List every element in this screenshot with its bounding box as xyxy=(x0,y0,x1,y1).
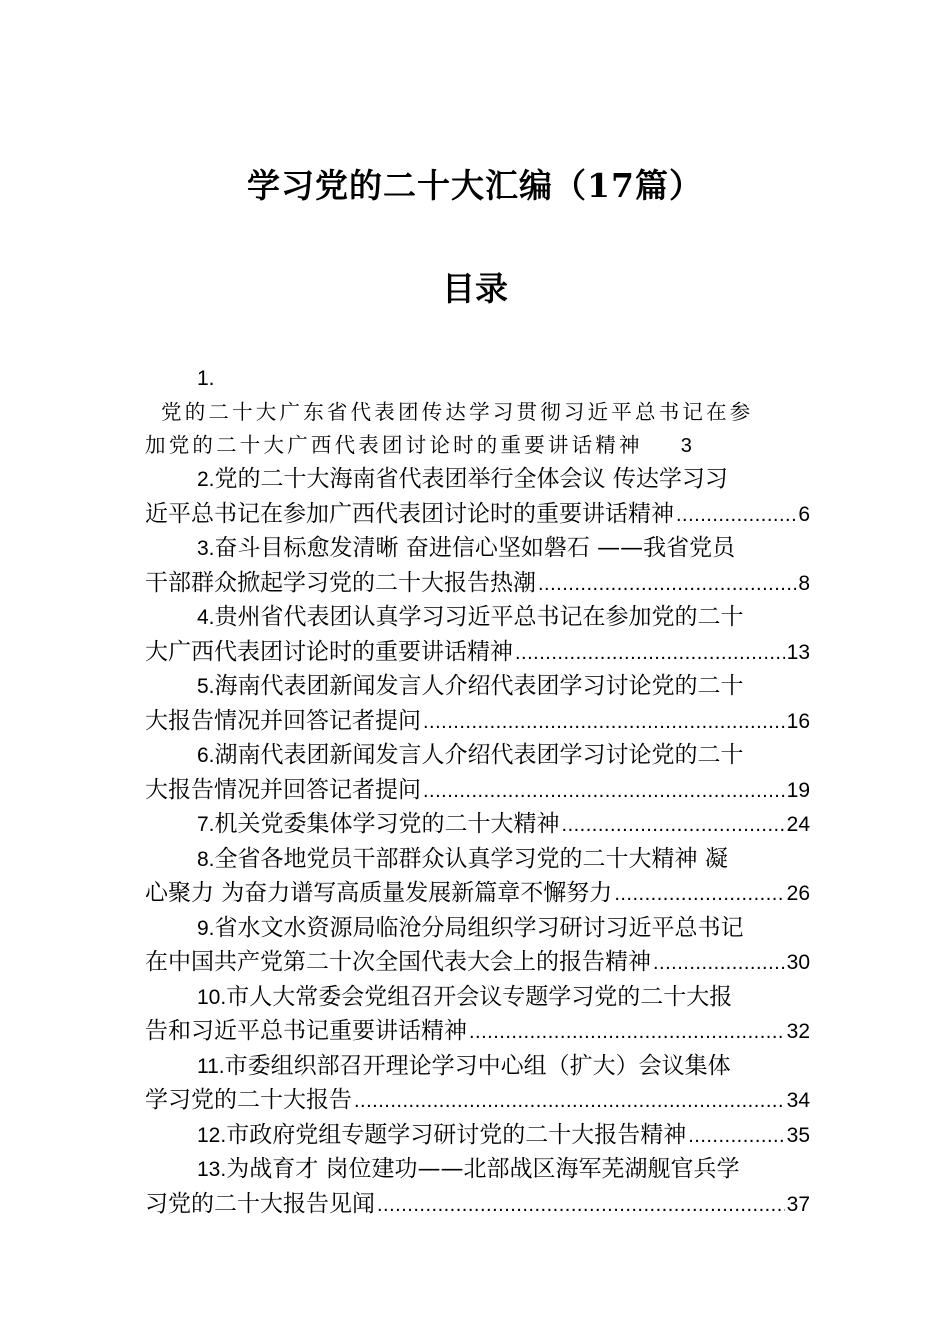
toc-entry-number: 2. xyxy=(197,468,215,491)
toc-leader-dots xyxy=(377,1188,785,1223)
toc-entry-page: 37 xyxy=(786,1192,810,1216)
toc-entry-text: 海南代表团新闻发言人介绍代表团学习讨论党的二十 xyxy=(214,673,744,699)
toc-entry-text: 奋斗目标愈发清晰 奋进信心坚如磐石 ——我省党员 xyxy=(214,535,736,561)
toc-entry-text: 市人大常委会党组召开会议专题学习党的二十大报 xyxy=(226,983,733,1010)
toc-entry-text: 湖南代表团新闻发言人介绍代表团学习讨论党的二十 xyxy=(214,742,744,768)
toc-entry-text: 省水文水资源局临沧分局组织学习研讨习近平总书记 xyxy=(214,914,744,941)
toc-leader-dots xyxy=(653,946,785,981)
toc-entry-page: 6 xyxy=(798,502,810,526)
toc-entry-text: 加党的二十大广西代表团讨论时的重要讲话精神 xyxy=(145,433,643,457)
toc-entry-text: 全省各地党员干部群众认真学习党的二十大精神 凝 xyxy=(214,845,728,872)
toc-entry-text: 机关党委集体学习党的二十大精神 xyxy=(214,811,560,837)
toc-entry[interactable] xyxy=(145,462,810,531)
toc-entry-number: 5. xyxy=(197,675,215,698)
toc-entry[interactable] xyxy=(145,600,810,669)
toc-leader-dots xyxy=(676,498,796,533)
toc-entry[interactable] xyxy=(145,1152,810,1221)
toc-leader-dots xyxy=(354,1084,785,1119)
toc-entry-text: 党的二十大广东省代表团传达学习贯彻习近平总书记在参 xyxy=(161,400,754,424)
toc-entry-text-last xyxy=(145,429,810,462)
toc-leader-dots xyxy=(688,1119,784,1154)
toc-entry[interactable] xyxy=(145,911,810,980)
toc-entry[interactable] xyxy=(145,807,810,842)
toc-entry-number: 9. xyxy=(197,916,215,940)
toc-entry-number: 8. xyxy=(197,847,215,871)
toc-entry-page: 13 xyxy=(786,640,810,664)
toc-leader-dots xyxy=(562,808,785,843)
toc-entry-text: 在中国共产党第二十次全国代表大会上的报告精神 xyxy=(145,949,651,975)
toc-entry[interactable] xyxy=(145,1118,810,1153)
toc-entry[interactable] xyxy=(145,738,810,807)
toc-entry-text: 为战育才 岗位建功——北部战区海军芜湖舰官兵学 xyxy=(226,1156,740,1182)
document-title: 学习党的二十大汇编（17篇） xyxy=(247,166,703,205)
toc-leader-dots xyxy=(469,1015,785,1050)
toc-entry[interactable] xyxy=(145,1049,810,1118)
toc-entry-text: 市政府党组专题学习研讨党的二十大报告精神 xyxy=(226,1121,687,1148)
toc-entry-text: 大广西代表团讨论时的重要讲话精神 xyxy=(145,638,513,665)
toc-entry-page: 34 xyxy=(786,1089,810,1112)
table-of-contents xyxy=(145,362,810,1221)
toc-entry-text: 学习党的二十大报告 xyxy=(145,1087,352,1113)
toc-entry-text: 习党的二十大报告见闻 xyxy=(145,1190,375,1217)
toc-entry[interactable] xyxy=(145,842,810,911)
toc-entry-page: 24 xyxy=(786,813,810,836)
toc-entry-number: 11. xyxy=(197,1054,225,1078)
toc-entry-number: 4. xyxy=(197,606,215,629)
toc-leader-dots xyxy=(538,567,796,602)
toc-entry-text: 市委组织部召开理论学习中心组（扩大）会议集体 xyxy=(224,1052,731,1079)
toc-entry-number: 13. xyxy=(197,1158,227,1181)
toc-entry-number: 7. xyxy=(197,813,215,836)
toc-entry-text: 贵州省代表团认真学习习近平总书记在参加党的二十 xyxy=(214,604,744,630)
toc-entry-number: 3. xyxy=(197,537,215,560)
toc-entry-number: 1. xyxy=(197,367,215,390)
toc-entry-number: 10. xyxy=(197,985,227,1009)
toc-entry-page: 19 xyxy=(786,778,810,802)
toc-heading: 目录 xyxy=(442,269,508,308)
toc-entry-number: 12. xyxy=(197,1123,227,1147)
toc-entry[interactable] xyxy=(145,980,810,1049)
toc-entry-text: 大报告情况并回答记者提问 xyxy=(145,776,421,803)
toc-entry-text: 干部群众掀起学习党的二十大报告热潮 xyxy=(145,569,536,596)
toc-entry-page: 30 xyxy=(786,951,810,974)
toc-entry-page: 8 xyxy=(798,571,810,595)
toc-entry-page: 26 xyxy=(786,882,810,905)
toc-entry[interactable] xyxy=(145,531,810,600)
toc-entry-text: 党的二十大海南省代表团举行全体会议 传达学习习 xyxy=(214,466,728,492)
toc-entry-text: 大报告情况并回答记者提问 xyxy=(145,707,421,734)
toc-entry-text: 近平总书记在参加广西代表团讨论时的重要讲话精神 xyxy=(145,500,674,527)
toc-entry-text: 心聚力 为奋力谱写高质量发展新篇章不懈努力 xyxy=(145,880,613,906)
toc-entry[interactable] xyxy=(145,669,810,738)
toc-entry-page: 16 xyxy=(786,709,810,733)
toc-entry-page: 35 xyxy=(786,1123,810,1147)
toc-entry-text: 告和习近平总书记重要讲话精神 xyxy=(145,1018,467,1044)
toc-entry[interactable] xyxy=(145,362,810,462)
toc-leader-dots xyxy=(614,877,784,912)
toc-entry-number: 6. xyxy=(197,744,215,767)
toc-entry-page: 32 xyxy=(786,1020,810,1043)
toc-leader-dots xyxy=(515,636,785,671)
toc-leader-dots xyxy=(423,705,785,740)
toc-entry-page: 3 xyxy=(680,435,692,457)
toc-leader-dots xyxy=(423,774,785,809)
